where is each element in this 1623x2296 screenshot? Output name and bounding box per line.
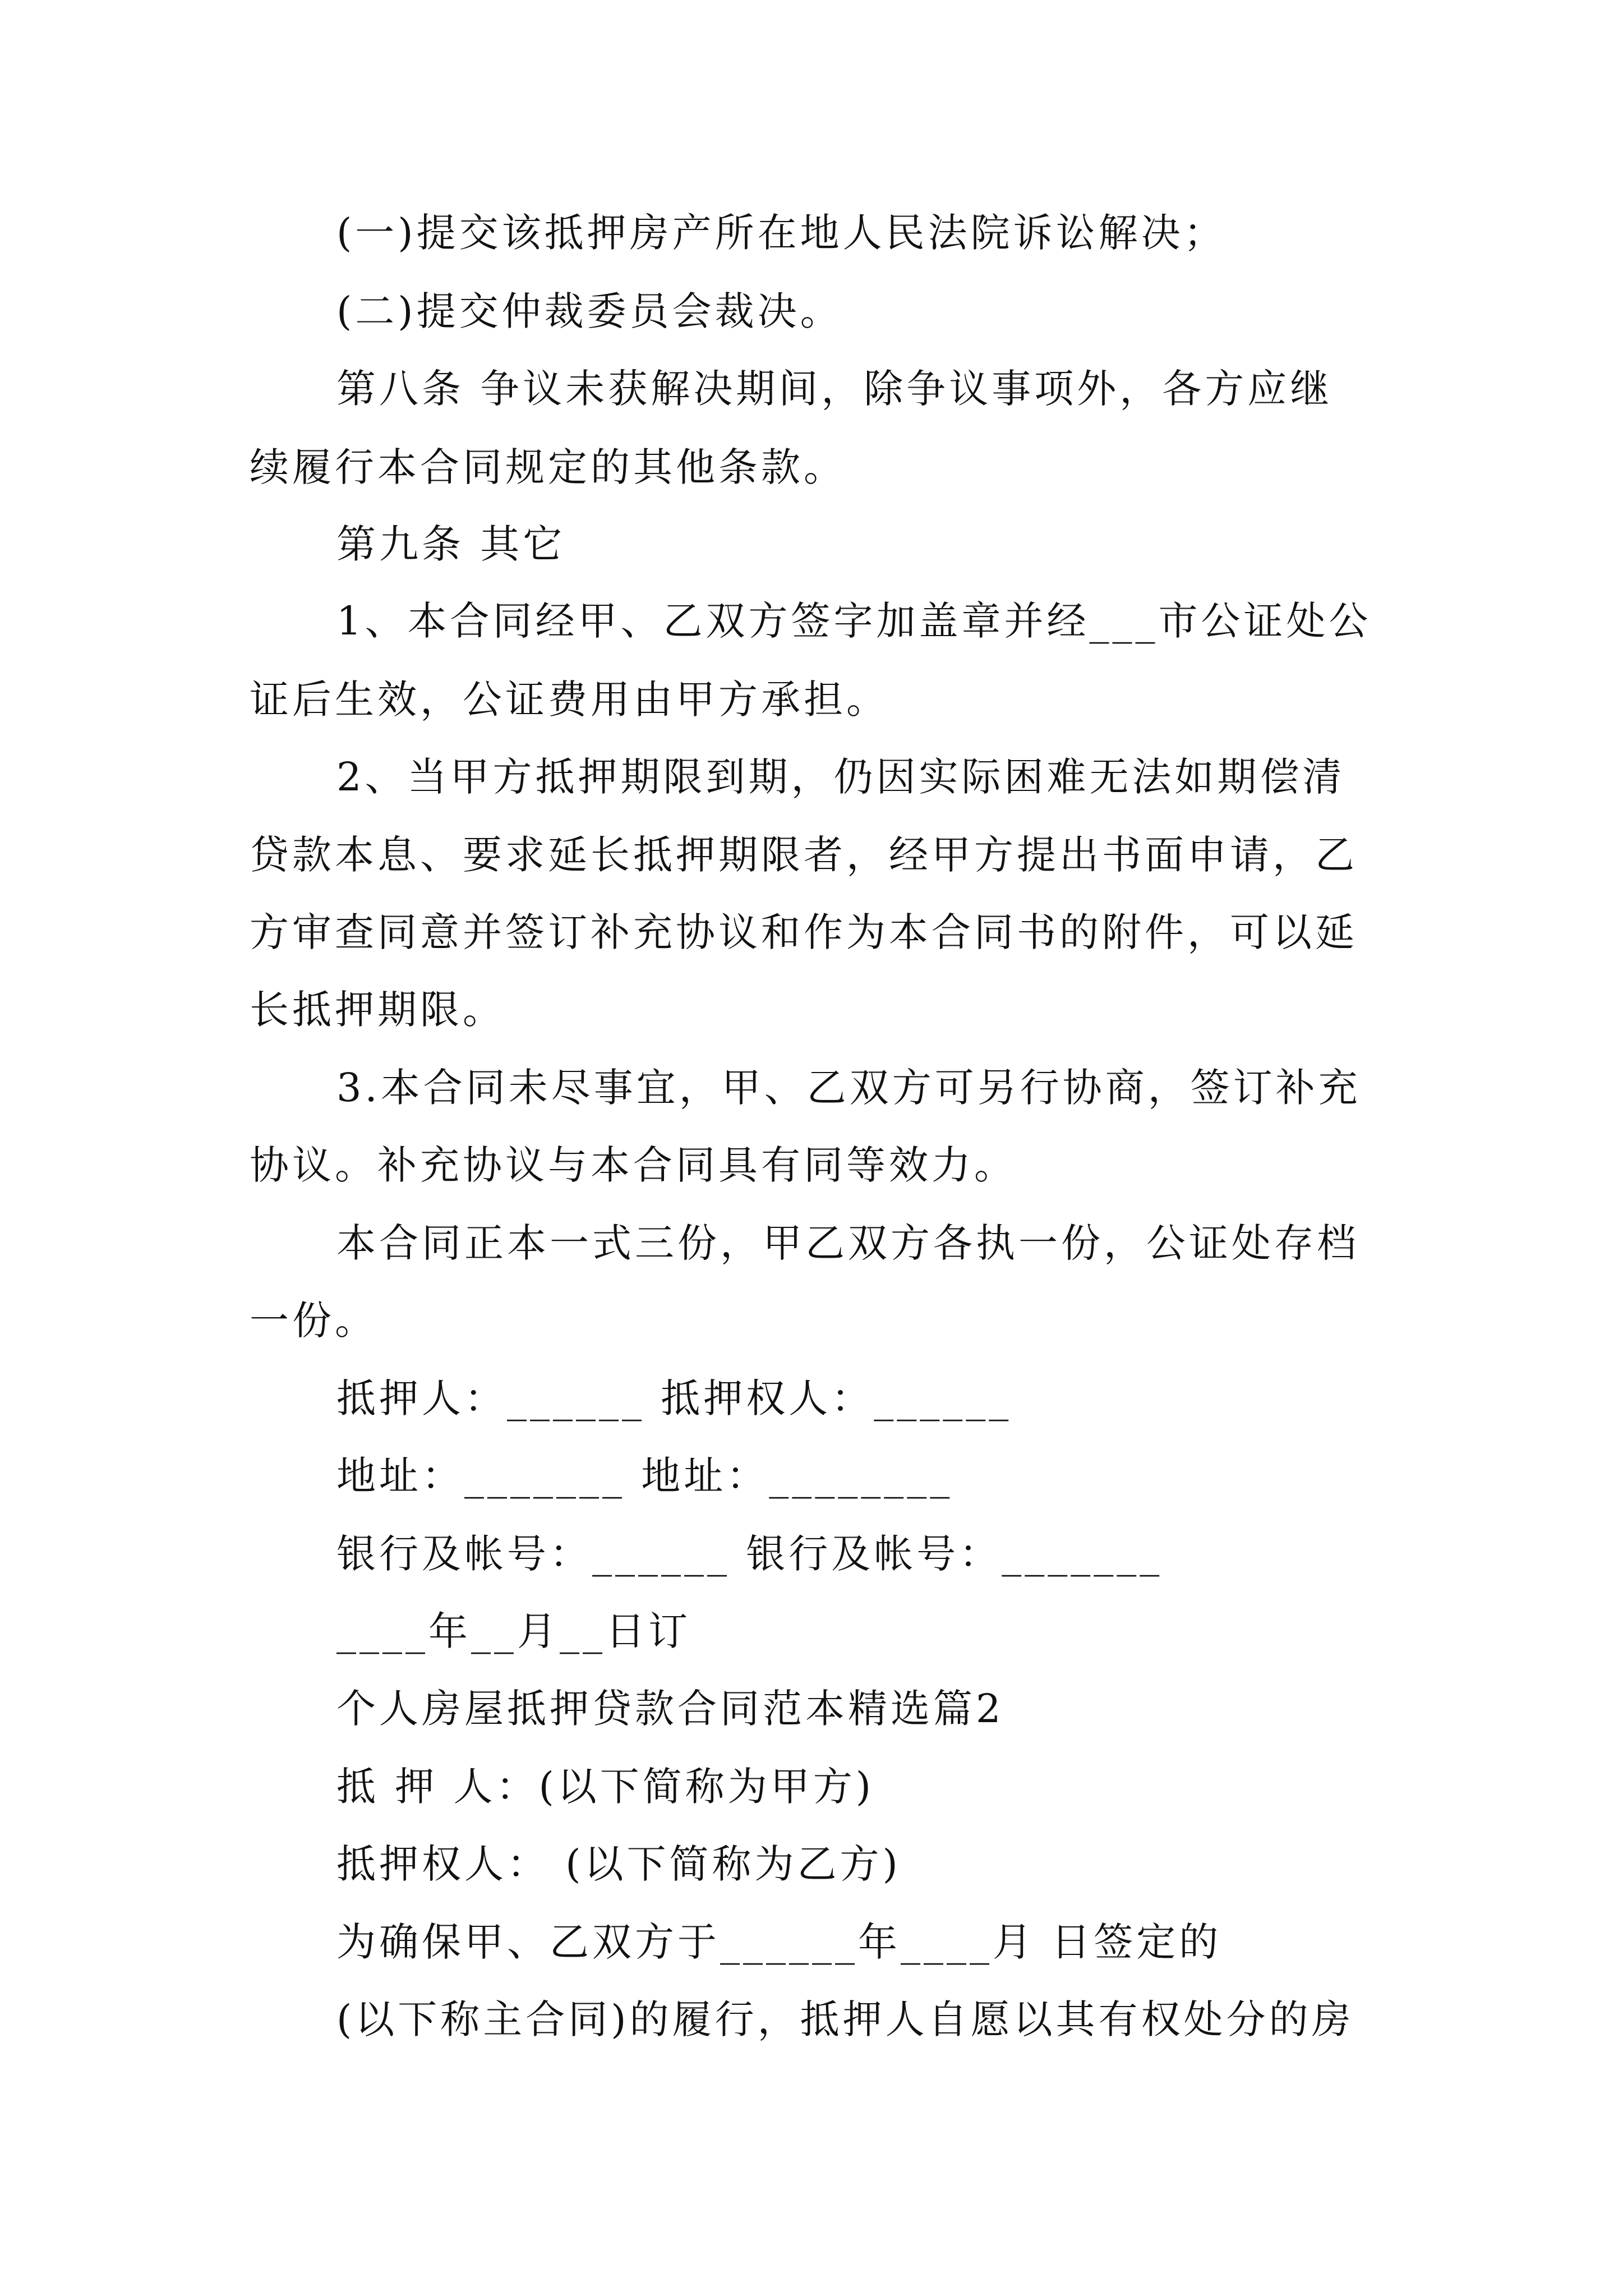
text-line: 为确保甲、乙双方于______年____月 日签定的	[336, 1919, 1222, 1965]
text-line: 3.本合同未尽事宜，甲、乙双方可另行协商，签订补充	[336, 1065, 1361, 1111]
text-line: 个人房屋抵押贷款合同范本精选篇2	[336, 1686, 1004, 1732]
text-line: (二)提交仲裁委员会裁决。	[336, 288, 843, 334]
text-line: 银行及帐号：______ 银行及帐号：_______	[336, 1531, 1163, 1577]
text-line: 一份。	[250, 1297, 377, 1343]
text-line: 本合同正本一式三份，甲乙双方各执一份，公证处存档	[336, 1220, 1359, 1266]
text-line: 方审查同意并签订补充协议和作为本合同书的附件，可以延	[250, 909, 1358, 955]
text-line: 1、本合同经甲、乙双方签字加盖章并经___市公证处公	[336, 598, 1372, 644]
text-line: 长抵押期限。	[250, 987, 505, 1033]
text-line: 协议。补充协议与本合同具有同等效力。	[250, 1142, 1017, 1188]
text-line: ____年__月__日订	[336, 1608, 691, 1654]
text-line: 抵 押 人：(以下简称为甲方)	[336, 1764, 875, 1810]
text-line: 续履行本合同规定的其他条款。	[250, 444, 846, 490]
text-line: 2、当甲方抵押期限到期，仍因实际困难无法如期偿清	[336, 754, 1345, 800]
text-line: 地址：_______ 地址：________	[336, 1453, 953, 1499]
text-line: (一)提交该抵押房产所在地人民法院诉讼解决；	[336, 210, 1227, 256]
text-line: 贷款本息、要求延长抵押期限者，经甲方提出书面申请，乙	[250, 832, 1358, 878]
text-line: (以下称主合同)的履行，抵押人自愿以其有权处分的房	[336, 1996, 1354, 2042]
text-line: 第八条 争议未获解决期间，除争议事项外，各方应继	[336, 366, 1333, 412]
text-line: 证后生效，公证费用由甲方承担。	[250, 677, 889, 723]
text-line: 抵押权人： (以下简称为乙方)	[336, 1841, 901, 1887]
text-line: 抵押人：______ 抵押权人：______	[336, 1375, 1012, 1421]
text-line: 第九条 其它	[336, 521, 566, 567]
